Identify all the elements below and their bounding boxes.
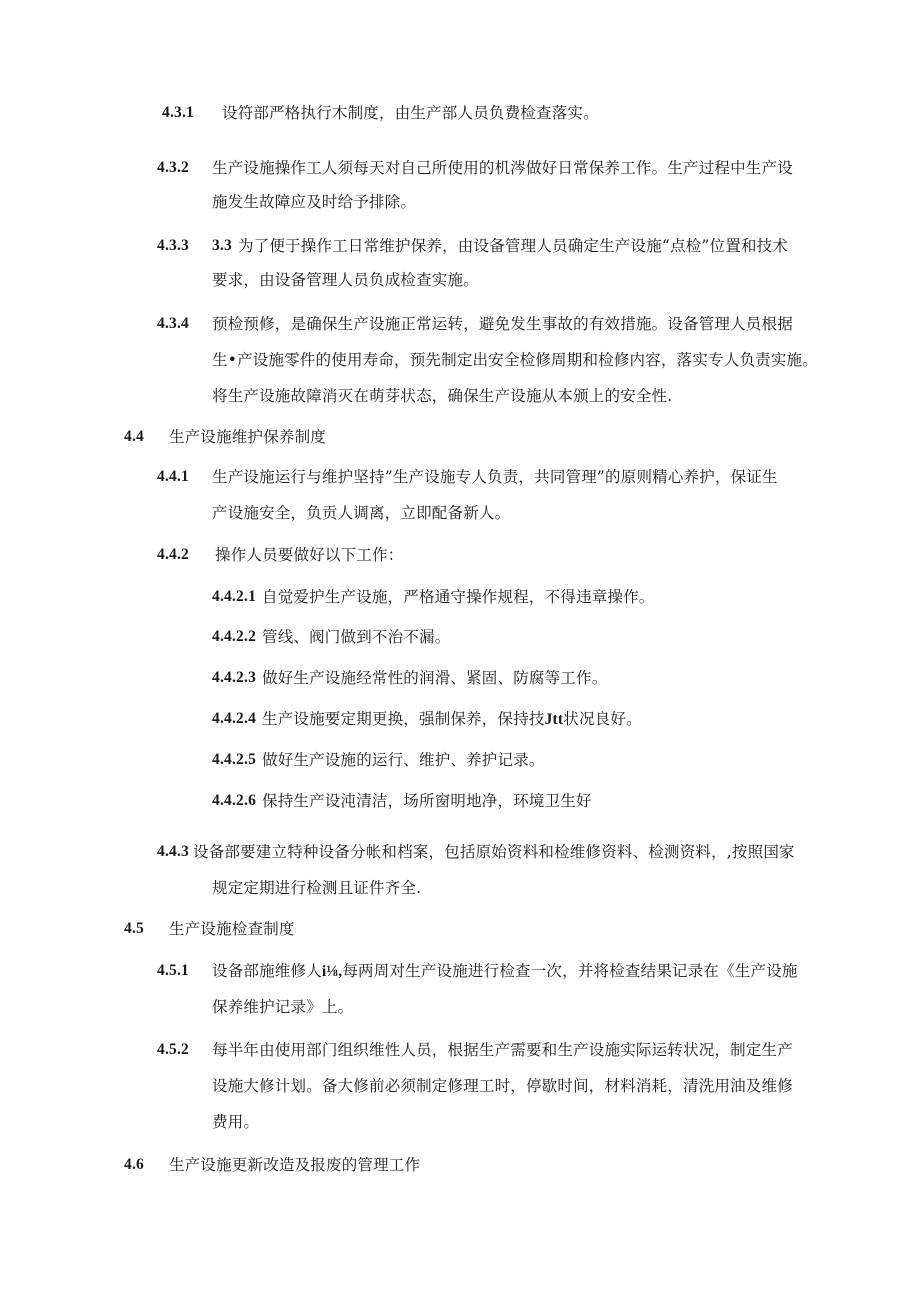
clause-number: 4.3.1 bbox=[162, 104, 194, 121]
clause-number: 4.4.2.5 bbox=[212, 751, 257, 768]
clause-4-4-2-6 bbox=[0, 784, 920, 818]
clause-text: 操作人员要做好以下工作： bbox=[215, 546, 404, 564]
clause-text: 管线、阀门做到不治不漏。 bbox=[262, 628, 451, 646]
section-number: 4.5 bbox=[124, 920, 144, 937]
clause-text-line: 生•产设施零件的使用寿命，预先制定出安全检修周期和检修内容，落实专人负责实施。 bbox=[212, 351, 818, 369]
clause-4-5-1 bbox=[0, 954, 920, 1022]
clause-4-4-3 bbox=[0, 835, 920, 903]
clause-text-line: 费用。 bbox=[212, 1113, 260, 1131]
clause-number: 4.4.2 bbox=[157, 546, 189, 563]
clause-4-5-2 bbox=[0, 1033, 920, 1135]
section-number: 4.6 bbox=[124, 1156, 144, 1173]
section-4-4-heading bbox=[0, 420, 920, 454]
section-title: 生产设施检查制度 bbox=[169, 920, 295, 938]
clause-number: 4.5.1 bbox=[157, 962, 189, 979]
clause-4-4-2-1 bbox=[0, 580, 920, 614]
clause-number: 4.3.4 bbox=[157, 315, 189, 332]
clause-text-bold: i⅛, bbox=[321, 963, 343, 980]
clause-text-line: 为了便于操作工日常维护保养，由设备管理人员确定生产设施“点检”位置和技术 bbox=[238, 237, 789, 255]
clause-text-line: 施发生故障应及时给予排除。 bbox=[212, 193, 417, 211]
clause-lead-number: 3.3 bbox=[212, 237, 232, 254]
clause-number: 4.4.2.6 bbox=[212, 792, 257, 809]
section-title: 生产设施更新改造及报废的管理工作 bbox=[169, 1156, 421, 1174]
clause-text: 设符部严格执行木制度，由生产部人员负费检查落实。 bbox=[222, 104, 599, 122]
clause-text: 保持生产设沌清洁，场所窗明地净，环境卫生好 bbox=[262, 792, 592, 810]
clause-text-line: 要求，由设备管理人员负成检查实施。 bbox=[212, 271, 479, 289]
section-number: 4.4 bbox=[124, 428, 144, 445]
clause-number: 4.4.1 bbox=[157, 468, 189, 485]
clause-number: 4.4.2.3 bbox=[212, 669, 257, 686]
clause-number: 4.4.2.1 bbox=[212, 588, 257, 605]
clause-text-line: 生产设施操作工人须每天对自己所使用的机涔做好日常保养工作。生产过程中生产设 bbox=[212, 159, 793, 177]
clause-text-line: 预检预修，是确保生产设施正常运转，避免发生事故的有效措施。设备管理人员根据 bbox=[212, 315, 793, 333]
clause-text-line: 设备部要建立特种设备分帐和档案，包括原始资料和检维修资料、检测资料，,按照国家 bbox=[193, 843, 795, 861]
clause-4-3-4 bbox=[0, 307, 920, 409]
clause-text-part: 设备部施维修人 bbox=[212, 962, 322, 980]
clause-text-part: 生产设施要定期更换，强制保养，保持技 bbox=[262, 710, 545, 728]
clause-text-bold: Jtt bbox=[544, 711, 564, 728]
clause-text-part: 每两周对生产设施进行检查一次，并将检查结果记录在《生产设施 bbox=[342, 962, 798, 980]
clause-number: 4.4.2.2 bbox=[212, 628, 257, 645]
clause-number: 4.4.2.4 bbox=[212, 710, 257, 727]
clause-4-4-1 bbox=[0, 460, 920, 528]
clause-text-line bbox=[212, 954, 798, 989]
clause-number: 4.3.3 bbox=[157, 237, 189, 254]
clause-text-line: 产设施安全，负贡人调离，立即配备新人。 bbox=[212, 504, 511, 522]
clause-4-4-2-5 bbox=[0, 743, 920, 777]
clause-text-line: 设施大修计划。备大修前必须制定修理工时，停歇时间，材料消耗，清洗用油及维修 bbox=[212, 1077, 793, 1095]
clause-text-line: 将生产设施故障消灭在萌芽状态，确保生产设施从本颁上的安全性. bbox=[212, 387, 673, 405]
clause-text: 自觉爱护生产设施，严格通守操作规程，不得违章操作。 bbox=[262, 588, 655, 606]
clause-4-4-2-4 bbox=[0, 702, 920, 736]
clause-number: 4.3.2 bbox=[157, 159, 189, 176]
clause-4-4-2-3 bbox=[0, 661, 920, 695]
clause-text-line: 生产设施运行与维护坚持”生产设施专人负责，共同管理”的原则精心养护，保证生 bbox=[212, 468, 778, 486]
clause-number: 4.4.3 bbox=[157, 843, 189, 860]
section-4-6-heading bbox=[0, 1148, 920, 1182]
section-title: 生产设施维护保养制度 bbox=[169, 428, 327, 446]
clause-number: 4.5.2 bbox=[157, 1041, 189, 1058]
clause-4-3-3 bbox=[0, 229, 920, 297]
clause-text bbox=[262, 702, 642, 737]
clause-text-line: 每半年由使用部门组织维性人员，根据生产需要和生产设施实际运转状况，制定生产 bbox=[212, 1041, 793, 1059]
clause-4-4-2-2 bbox=[0, 620, 920, 654]
clause-4-3-1 bbox=[0, 96, 920, 130]
clause-4-3-2 bbox=[0, 151, 920, 219]
clause-text-part: 状况良好。 bbox=[563, 710, 642, 728]
clause-text-line: 保养维护记录》上。 bbox=[212, 998, 354, 1016]
clause-text: 做好生产设施经常性的润滑、紧固、防腐等工作。 bbox=[262, 669, 608, 687]
clause-text: 做好生产设施的运行、维护、养护记录。 bbox=[262, 751, 545, 769]
clause-text-line: 规定定期进行检测且证件齐全. bbox=[212, 879, 422, 897]
clause-4-4-2 bbox=[0, 538, 920, 572]
section-4-5-heading bbox=[0, 912, 920, 946]
